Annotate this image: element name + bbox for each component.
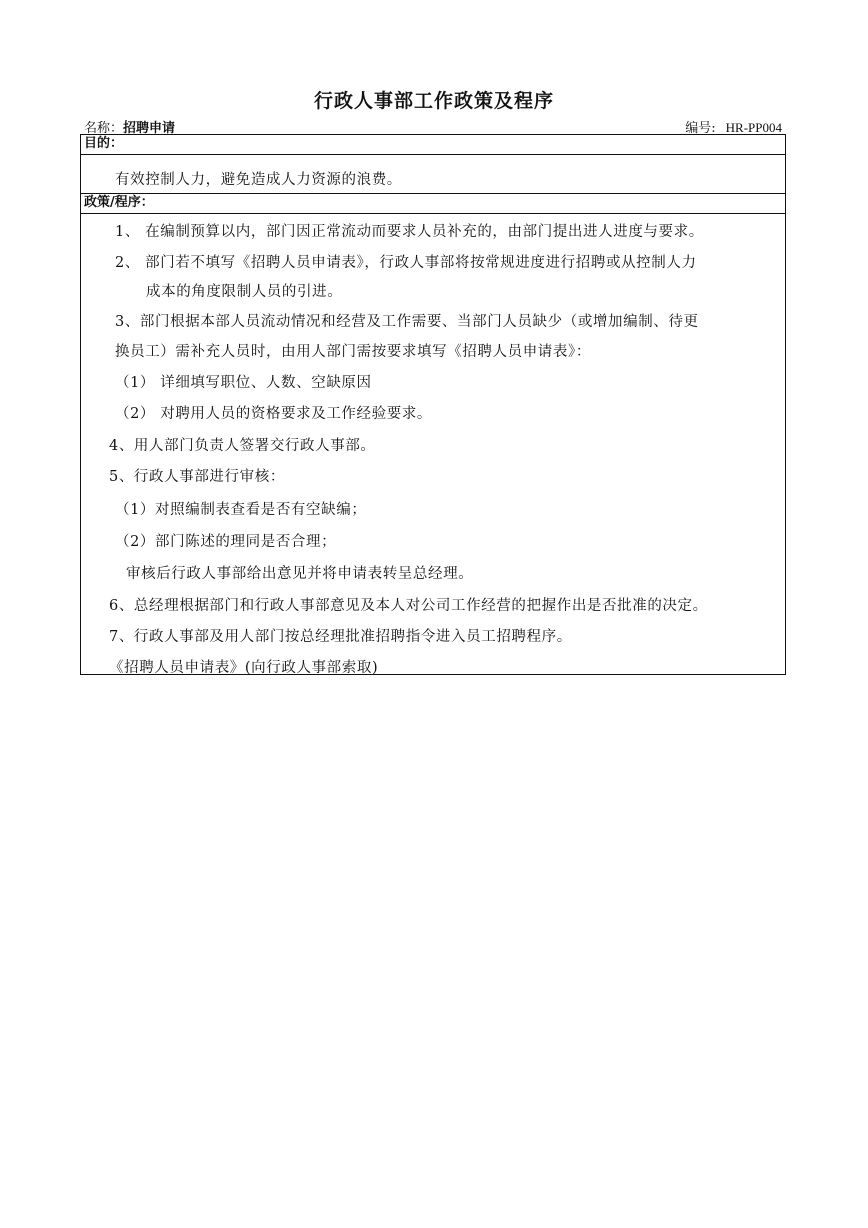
policy-review-result: 审核后行政人事部给出意见并将申请表转呈总经理。 <box>126 566 474 582</box>
policy-table <box>80 134 786 675</box>
document-code-value: HR-PP004 <box>725 120 782 135</box>
policy-line-7: 7、行政人事部及用人部门按总经理批准招聘指令进入员工招聘程序。 <box>109 629 572 645</box>
document-name-label: 名称： <box>84 121 124 136</box>
policy-line-2-continued: 成本的角度限制人员的引进。 <box>146 284 343 300</box>
document-title: 行政人事部工作政策及程序 <box>313 90 554 112</box>
policy-subitem-1: （1） 详细填写职位、人数、空缺原因 <box>115 375 372 391</box>
document-code-label: 编号: <box>685 121 716 136</box>
purpose-header: 目的： <box>81 135 785 155</box>
document-name-value: 招聘申请 <box>123 121 176 136</box>
document-meta-row <box>84 117 786 135</box>
policy-line-2: 2、 部门若不填写《招聘人员申请表》，行政人事部将按常规进度进行招聘或从控制人力 <box>115 255 697 271</box>
purpose-text: 有效控制人力，避免造成人力资源的浪费。 <box>115 172 402 188</box>
policy-subitem-2: （2） 对聘用人员的资格要求及工作经验要求。 <box>115 406 433 422</box>
policy-header: 政策/程序： <box>81 193 785 214</box>
policy-review-item-2: （2）部门陈述的理同是否合理； <box>115 534 337 550</box>
policy-line-3: 3、部门根据本部人员流动情况和经营及工作需要、当部门人员缺少（或增加编制、待更 <box>115 314 699 330</box>
policy-line-4: 4、用人部门负责人签署交行政人事部。 <box>109 438 376 454</box>
policy-line-6: 6、总经理根据部门和行政人事部意见及本人对公司工作经营的把握作出是否批准的决定。 <box>109 598 708 614</box>
policy-form-note: 《招聘人员申请表》(向行政人事部索取) <box>109 660 379 676</box>
policy-review-item-1: （1）对照编制表查看是否有空缺编； <box>115 502 367 518</box>
policy-line-5: 5、行政人事部进行审核： <box>109 469 285 485</box>
policy-line-3-continued: 换员工）需补充人员时，由用人部门需按要求填写《招聘人员申请表》： <box>115 344 591 360</box>
policy-line-1: 1、 在编制预算以内，部门因正常流动而要求人员补充的，由部门提出进人进度与要求。 <box>115 224 704 240</box>
